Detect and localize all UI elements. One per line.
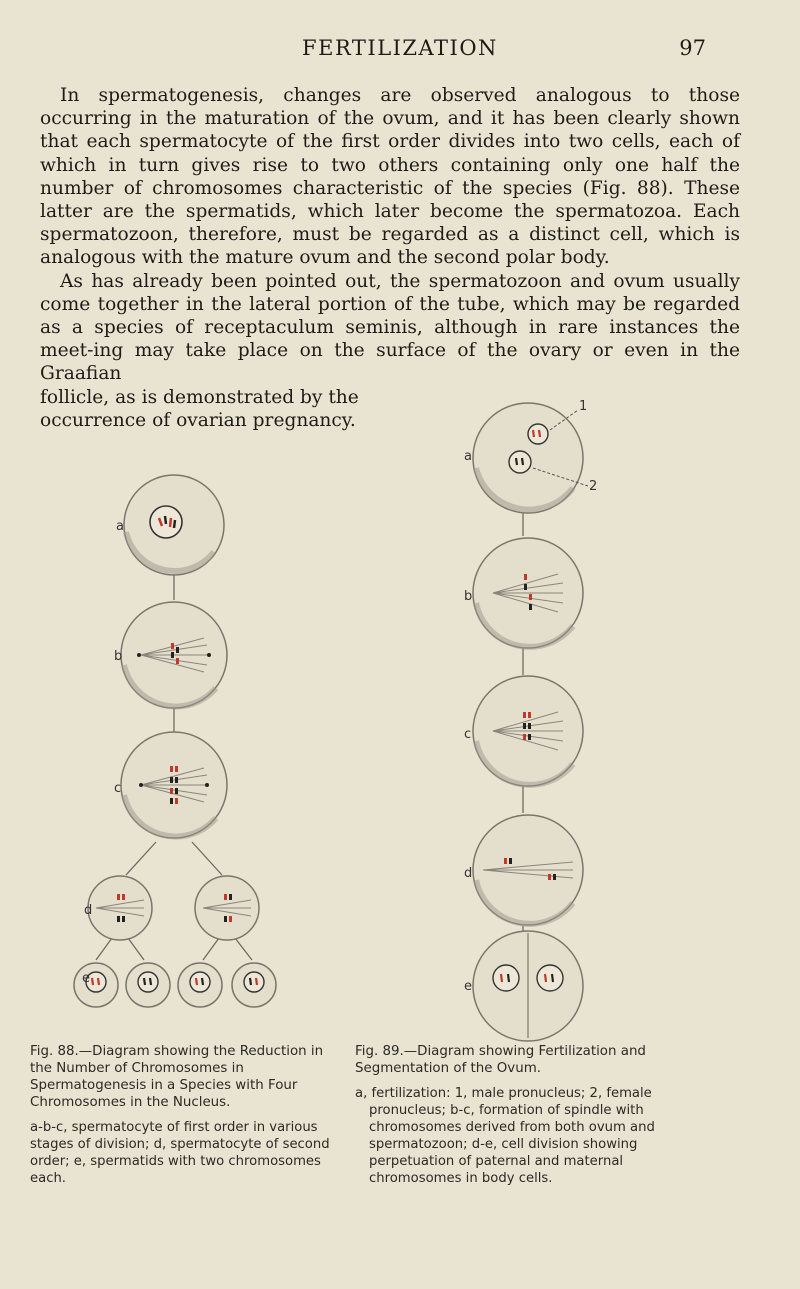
ovum-fertilization xyxy=(473,403,588,513)
cell-c xyxy=(121,732,227,838)
page-header xyxy=(0,36,800,66)
figure-89-svg xyxy=(438,338,708,1038)
label-c: c xyxy=(114,781,122,796)
cell-a xyxy=(124,475,224,575)
figure-88-svg xyxy=(82,480,348,1035)
label-b: b xyxy=(114,649,123,664)
ovum-spindle-b xyxy=(473,538,583,648)
label-a: a xyxy=(464,449,472,464)
spermatid-4 xyxy=(232,963,276,1007)
paragraph-1: In spermatogenesis, changes are observed analogous to those occurring in the maturation of the ovum, and it has been clearly shown that each spermatocyte of the first order divides into two cells, each of which in turn gives rise to two others containing only one half the number of chromosomes characteristic of the species (Fig. 88). These latter are the spermatids, which later become the spermatozoa. Each spermatozoon, therefore, must be regarded as a distinct cell, which is analogous with the mature ovum and the second polar body. xyxy=(40,85,740,269)
label-e: e xyxy=(82,971,90,986)
label-e: e xyxy=(464,979,472,994)
label-d: d xyxy=(464,866,473,881)
connector-d2-e3 xyxy=(203,938,219,960)
figure-88-caption-title: Fig. 88.—Diagram showing the Reduction in the Number of Chromosomes in Spermatogenesis in a Species with Four Chromosomes in the Nucleus. xyxy=(30,1044,324,1110)
paragraph-2-continued: follicle, as is demonstrated by the occurrence of ovarian pregnancy. xyxy=(40,386,359,431)
figure-89-caption-text: a, fertilization: 1, male pronucleus; 2, female pronucleus; b-c, formation of spindle with chromosomes derived from both ovum and spermatozoon; d-e, cell division showing perpetuation of paternal and maternal chromosomes in body cells. xyxy=(355,1086,655,1186)
figure-88-caption-text: a-b-c, spermatocyte of first order in various stages of division; d, spermatocyte of second order; e, spermatids with two chromosomes each. xyxy=(30,1120,330,1186)
connector-d1-e2 xyxy=(128,938,144,960)
figure-89-caption-title: Fig. 89.—Diagram showing Fertilization and Segmentation of the Ovum. xyxy=(355,1044,646,1076)
female-pronucleus xyxy=(509,451,531,473)
ovum-spindle-c xyxy=(473,676,583,786)
figure-89-diagram xyxy=(438,338,708,1038)
spermatid-2 xyxy=(126,963,170,1007)
connector-d2-e4 xyxy=(235,938,252,960)
ovum-two-cell-e xyxy=(473,931,583,1041)
ovum-division-d xyxy=(473,815,583,925)
paragraph-2: As has already been pointed out, the spermatozoon and ovum usually come together in the lateral portion of the tube, which may be regarded as a species of receptaculum seminis, although in rare instances the meet-ing may take place on the surface of the ovary or even in the Graafian xyxy=(40,270,740,385)
label-1: 1 xyxy=(579,399,588,414)
male-pronucleus xyxy=(528,424,548,444)
page-number: 97 xyxy=(679,36,706,60)
label-c: c xyxy=(464,727,472,742)
figure-89-caption xyxy=(355,1043,685,1187)
label-d: d xyxy=(84,903,93,918)
spermatid-3 xyxy=(178,963,222,1007)
figure-88-caption xyxy=(30,1043,342,1187)
spermatid-1 xyxy=(74,963,118,1007)
connector-c-d1 xyxy=(126,842,156,875)
label-2: 2 xyxy=(589,479,598,494)
connector-d1-e1 xyxy=(96,938,112,960)
running-title: FERTILIZATION xyxy=(302,36,498,60)
cell-b xyxy=(121,602,227,708)
figure-88-diagram xyxy=(82,480,348,1035)
label-b: b xyxy=(464,589,473,604)
connector-c-d2 xyxy=(192,842,222,875)
label-a: a xyxy=(116,519,124,534)
cell-d-left xyxy=(88,876,152,940)
cell-d-right xyxy=(195,876,259,940)
